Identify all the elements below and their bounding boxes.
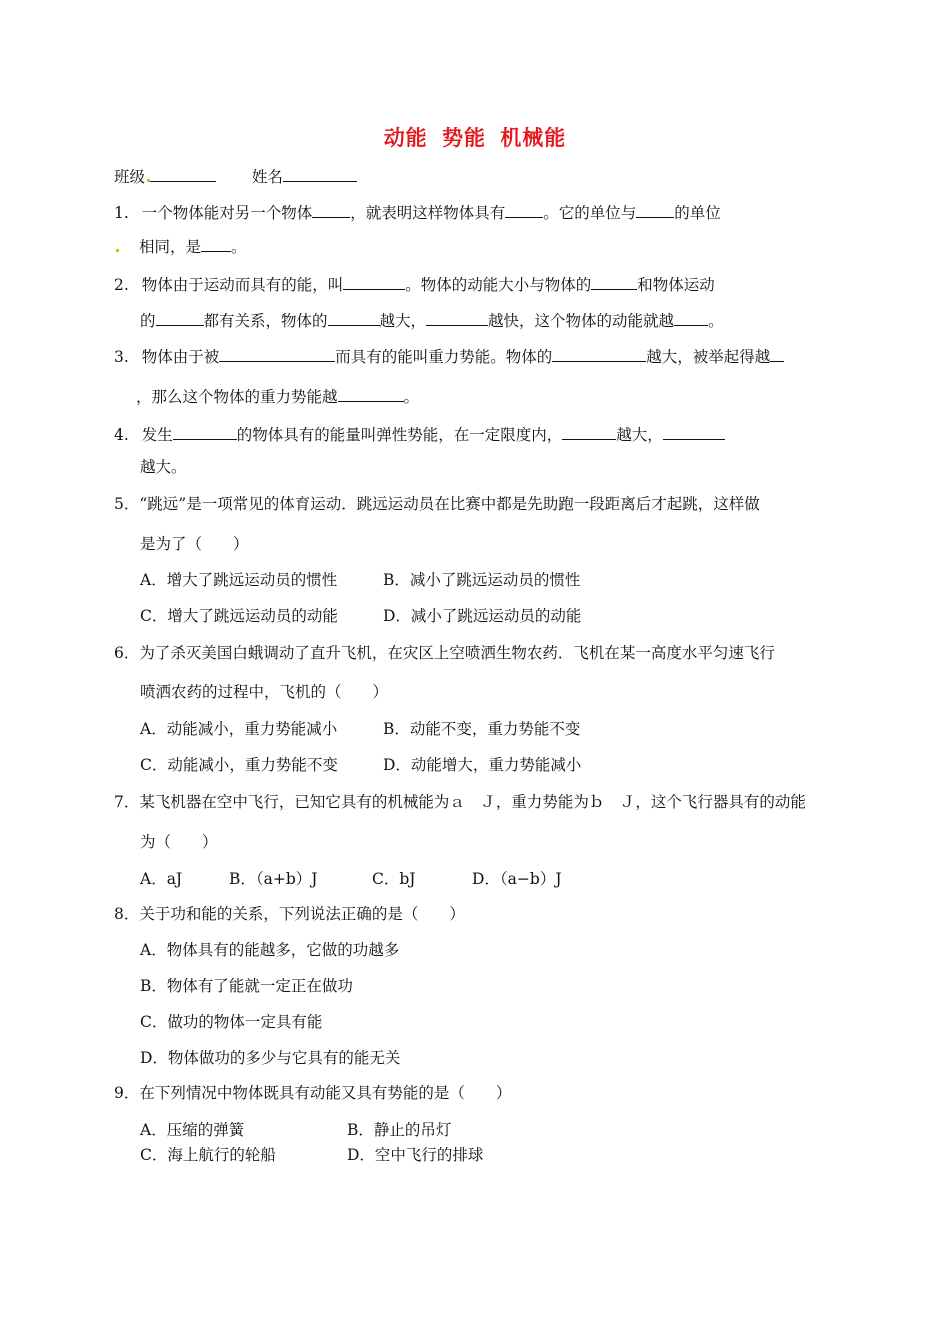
question-6-stem-1: 6．为了杀灭美国白蛾调动了直升飞机，在灾区上空喷洒生物农药．飞机在某一高度水平匀速飞行 [114, 644, 775, 662]
question-7-stem-2: 为（ ） [140, 833, 218, 851]
question-7-stem-1: 7．某飞机器在空中飞行，已知它具有的机械能为ａ Ｊ，重力势能为ｂ Ｊ，这个飞行器具有的动能 [114, 793, 806, 811]
question-number: 7． [114, 793, 140, 811]
question-4-line-2: 越大。 [140, 458, 187, 476]
fill-blank[interactable] [552, 345, 646, 362]
fill-blank[interactable] [343, 273, 405, 290]
option-d[interactable]: D．减小了跳远运动员的动能 [383, 607, 582, 625]
option-b[interactable]: B．减小了跳远运动员的惯性 [383, 571, 581, 589]
class-name-row [114, 165, 357, 187]
question-4-line-1: 4. 发生 的物体具有的能量叫弹性势能，在一定限度内， 越大， [114, 423, 725, 445]
fill-blank[interactable] [674, 309, 708, 326]
fill-blank[interactable] [173, 423, 237, 440]
question-number: 3. [114, 348, 129, 366]
question-number: 4. [114, 426, 129, 444]
question-5-stem-1: 5．“跳远”是一项常见的体育运动．跳远运动员在比赛中都是先助跑一段距离后才起跳，这样做 [114, 495, 760, 513]
fill-blank[interactable] [562, 423, 616, 440]
question-5-stem-2: 是为了（ ） [140, 535, 249, 553]
fill-blank[interactable] [770, 345, 784, 362]
question-3-line-2: ，那么这个物体的重力势能越 。 [136, 385, 419, 407]
question-8-stem-1: 8．关于功和能的关系，下列说法正确的是（ ） [114, 905, 465, 923]
option-a[interactable]: A．压缩的弹簧 [140, 1121, 245, 1139]
fill-blank[interactable] [505, 201, 543, 218]
question-number: 8． [114, 905, 140, 923]
question-3-line-1: 3. 物体由于被 而具有的能叫重力势能。物体的 越大，被举起得越 [114, 345, 784, 367]
question-2-line-2: 的 都有关系，物体的 越大， 越快，这个物体的动能就越 。 [140, 309, 724, 331]
question-6-stem-2: 喷洒农药的过程中，飞机的（ ） [140, 683, 389, 701]
option-b[interactable]: B．静止的吊灯 [347, 1121, 452, 1139]
question-1-line-2: 相同，是 。 [114, 235, 247, 257]
question-number: 2. [114, 276, 129, 294]
question-9-stem-1: 9．在下列情况中物体既具有动能又具有势能的是（ ） [114, 1084, 512, 1102]
question-2-line-1: 2. 物体由于运动而具有的能，叫 。物体的动能大小与物体的 和物体运动 [114, 273, 715, 295]
option-d[interactable]: D．物体做功的多少与它具有的能无关 [140, 1049, 401, 1067]
option-a[interactable]: A．aJ [140, 870, 183, 888]
fill-blank[interactable] [426, 309, 488, 326]
option-a[interactable]: A．动能减小，重力势能减小 [140, 720, 338, 738]
option-a[interactable]: A．物体具有的能越多，它做的功越多 [140, 941, 400, 959]
option-c[interactable]: C．海上航行的轮船 [140, 1146, 276, 1164]
fill-blank[interactable] [201, 235, 231, 252]
option-b[interactable]: B．动能不变，重力势能不变 [383, 720, 581, 738]
fill-blank[interactable] [338, 385, 404, 402]
mark-dot [116, 249, 119, 252]
option-d[interactable]: D．空中飞行的排球 [347, 1146, 484, 1164]
fill-blank[interactable] [219, 345, 335, 362]
fill-blank[interactable] [591, 273, 637, 290]
question-number: 5． [114, 495, 140, 513]
option-c[interactable]: C．bJ [372, 870, 416, 888]
name-label: 姓名 [251, 168, 283, 186]
option-d[interactable]: D．动能增大，重力势能减小 [383, 756, 582, 774]
question-1-line-1: 1. 一个物体能对另一个物体 ，就表明这样物体具有 。它的单位与 的单位 [114, 201, 721, 223]
question-number: 9． [114, 1084, 140, 1102]
option-c[interactable]: C．做功的物体一定具有能 [140, 1013, 323, 1031]
question-number: 6． [114, 644, 140, 662]
fill-blank[interactable] [328, 309, 380, 326]
page-title: 动能 势能 机械能 [383, 126, 567, 150]
option-a[interactable]: A．增大了跳远运动员的惯性 [140, 571, 338, 589]
option-b[interactable]: B．（a+b）J [229, 870, 318, 888]
question-number: 1. [114, 204, 129, 222]
class-label: 班级 [114, 168, 146, 186]
option-c[interactable]: C．增大了跳远运动员的动能 [140, 607, 338, 625]
class-blank[interactable] [150, 165, 216, 182]
fill-blank[interactable] [663, 423, 725, 440]
fill-blank[interactable] [312, 201, 350, 218]
fill-blank[interactable] [156, 309, 204, 326]
option-c[interactable]: C．动能减小，重力势能不变 [140, 756, 338, 774]
option-d[interactable]: D．（a−b）J [472, 870, 562, 888]
name-blank[interactable] [283, 165, 357, 182]
option-b[interactable]: B．物体有了能就一定正在做功 [140, 977, 353, 995]
fill-blank[interactable] [636, 201, 674, 218]
